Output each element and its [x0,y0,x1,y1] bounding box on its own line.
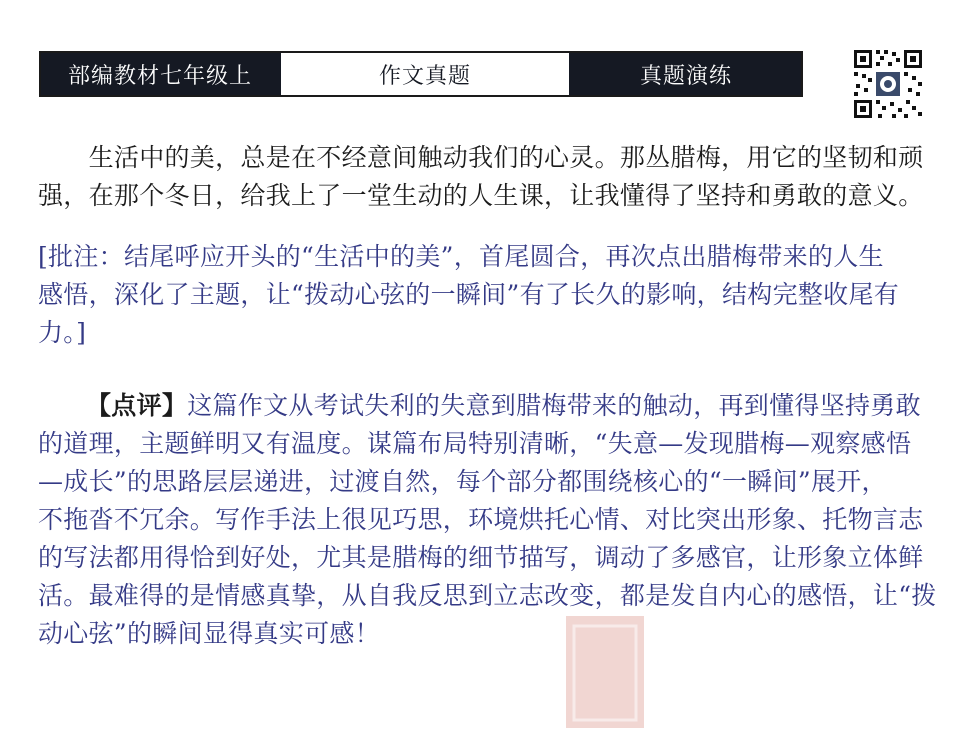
header-bar [39,51,803,97]
essay-line: 生活中的美，总是在不经意间触动我们的心灵。那丛腊梅，用它的坚韧和顽 [38,143,924,172]
review-line: —成长”的思路层层递进，过渡自然，每个部分都围绕核心的“一瞬间”展开， [38,467,887,496]
annotation-line: [批注：结尾呼应开头的“生活中的美”，首尾圆合，再次点出腊梅带来的人生 [38,242,884,271]
essay-line: 强，在那个冬日，给我上了一堂生动的人生课，让我懂得了坚持和勇敢的意义。 [38,181,924,210]
essay-ending-paragraph [38,139,928,215]
review-line: 这篇作文从考试失利的失意到腊梅带来的触动，再到懂得坚持勇敢 [187,391,921,420]
review-line: 的写法都用得恰到好处，尤其是腊梅的细节描写，调动了多感官，让形象立体鲜 [38,543,924,572]
header-practice-label: 真题演练 [571,53,801,95]
qr-code-icon [852,48,924,120]
review-paragraph [38,387,937,653]
review-label: 【点评】 [86,391,188,420]
annotation-line: 感悟，深化了主题，让“拨动心弦的一瞬间”有了长久的影响，结构完整收尾有 [38,280,900,309]
header-grade-label: 部编教材七年级上 [41,53,279,95]
seal-watermark-icon [560,610,650,731]
review-line: 活。最难得的是情感真挚，从自我反思到立志改变，都是发自内心的感悟，让“拨 [38,581,937,610]
review-line: 的道理，主题鲜明又有温度。谋篇布局特别清晰，“失意—发现腊梅—观察感悟 [38,429,912,458]
review-first-line [38,387,928,425]
annotation-paragraph [38,238,928,352]
review-line: 不拖沓不冗余。写作手法上很见巧思，环境烘托心情、对比突出形象、托物言志 [38,505,924,534]
header-section-title: 作文真题 [279,53,571,95]
review-line: 动心弦”的瞬间显得真实可感！ [38,619,380,648]
annotation-line: 力。] [38,318,87,347]
